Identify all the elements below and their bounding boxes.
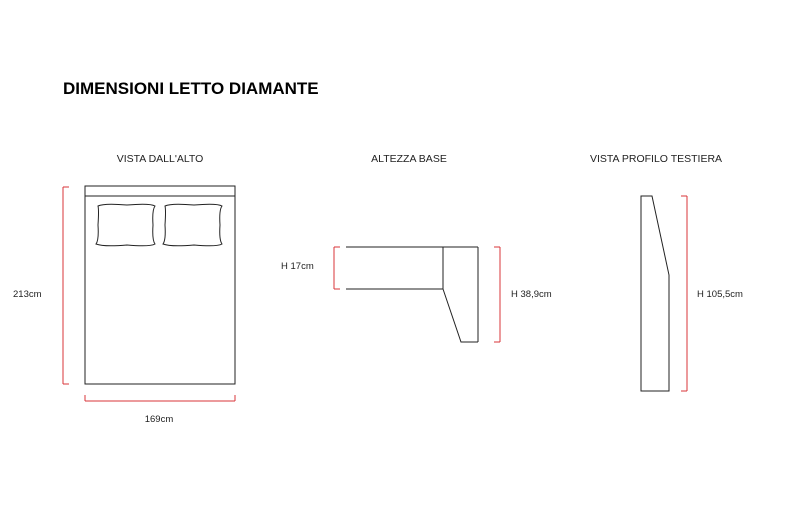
total-height-label: H 38,9cm (511, 289, 552, 300)
pillow-right (163, 204, 222, 246)
top-view-label: VISTA DALL'ALTO (116, 153, 204, 165)
base-leg (443, 289, 478, 342)
width-dimension-line (85, 395, 235, 401)
frame-height-dimension-line (334, 247, 340, 289)
total-height-dimension-line (494, 247, 500, 342)
headboard-profile (641, 196, 669, 391)
height-dimension-line (63, 187, 69, 384)
bed-height-label: 213cm (13, 289, 42, 300)
page-title: DIMENSIONI LETTO DIAMANTE (63, 79, 319, 98)
base-view-label: ALTEZZA BASE (371, 153, 447, 165)
bed-width-label: 169cm (144, 414, 174, 425)
headboard-height-label: H 105,5cm (697, 289, 743, 300)
headboard-view-label: VISTA PROFILO TESTIERA (589, 153, 723, 165)
base-view (281, 153, 552, 342)
bed-outline (85, 186, 235, 384)
top-view (13, 153, 235, 425)
headboard-height-dimension-line (681, 196, 687, 391)
frame-height-label: H 17cm (281, 261, 314, 272)
base-frame (346, 247, 478, 342)
pillow-left (96, 204, 155, 246)
headboard-view (590, 153, 743, 391)
